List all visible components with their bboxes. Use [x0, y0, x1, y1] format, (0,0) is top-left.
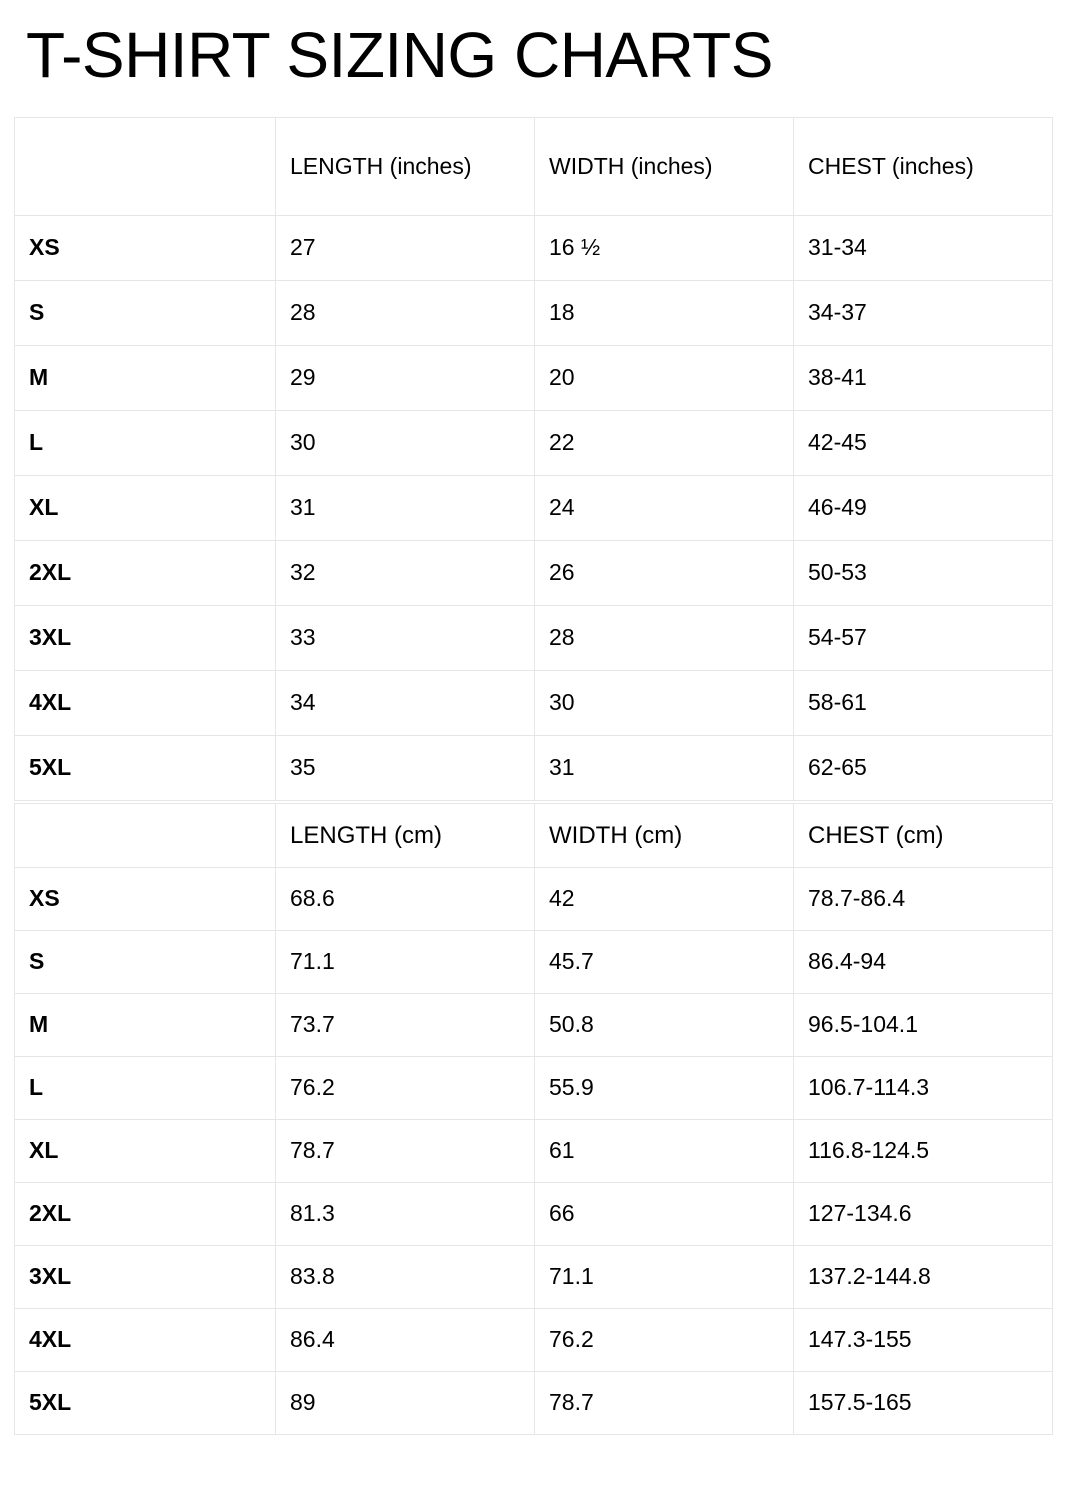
cell-chest: 46-49 [794, 476, 1053, 541]
cell-chest: 106.7-114.3 [794, 1057, 1053, 1120]
cell-width: 30 [535, 671, 794, 736]
cell-width: 76.2 [535, 1309, 794, 1372]
column-header-size [15, 118, 276, 216]
cell-size: S [15, 931, 276, 994]
cell-size: 4XL [15, 671, 276, 736]
cell-size: M [15, 346, 276, 411]
table-row [15, 411, 1053, 476]
cell-length: 33 [276, 606, 535, 671]
cell-chest: 31-34 [794, 216, 1053, 281]
table-row [15, 346, 1053, 411]
column-header-chest: CHEST (inches) [794, 118, 1053, 216]
cell-length: 83.8 [276, 1246, 535, 1309]
table-row [15, 216, 1053, 281]
cell-chest: 50-53 [794, 541, 1053, 606]
column-header-chest: CHEST (cm) [794, 804, 1053, 868]
table-header-row [15, 804, 1053, 868]
cell-size: XL [15, 476, 276, 541]
cell-length: 71.1 [276, 931, 535, 994]
table-row [15, 476, 1053, 541]
cell-width: 50.8 [535, 994, 794, 1057]
cell-width: 16 ½ [535, 216, 794, 281]
cell-size: 4XL [15, 1309, 276, 1372]
cell-width: 78.7 [535, 1372, 794, 1435]
cell-chest: 116.8-124.5 [794, 1120, 1053, 1183]
table-row [15, 1246, 1053, 1309]
cell-width: 31 [535, 736, 794, 801]
cell-chest: 127-134.6 [794, 1183, 1053, 1246]
cell-chest: 62-65 [794, 736, 1053, 801]
table-row [15, 1183, 1053, 1246]
cell-chest: 42-45 [794, 411, 1053, 476]
table-row [15, 994, 1053, 1057]
cell-size: 5XL [15, 736, 276, 801]
cell-size: L [15, 1057, 276, 1120]
cell-size: XS [15, 216, 276, 281]
cell-width: 20 [535, 346, 794, 411]
cell-length: 32 [276, 541, 535, 606]
cell-length: 30 [276, 411, 535, 476]
page-title: T-SHIRT SIZING CHARTS [26, 19, 773, 91]
cell-size: 3XL [15, 606, 276, 671]
cell-chest: 147.3-155 [794, 1309, 1053, 1372]
cell-size: S [15, 281, 276, 346]
cell-length: 34 [276, 671, 535, 736]
table-row [15, 671, 1053, 736]
cell-size: M [15, 994, 276, 1057]
cell-width: 18 [535, 281, 794, 346]
cell-size: 5XL [15, 1372, 276, 1435]
cell-width: 55.9 [535, 1057, 794, 1120]
cell-size: 2XL [15, 1183, 276, 1246]
column-header-length: LENGTH (cm) [276, 804, 535, 868]
table-row [15, 1120, 1053, 1183]
cell-length: 35 [276, 736, 535, 801]
cell-width: 71.1 [535, 1246, 794, 1309]
cell-length: 73.7 [276, 994, 535, 1057]
table-row [15, 1309, 1053, 1372]
cell-width: 24 [535, 476, 794, 541]
cell-length: 29 [276, 346, 535, 411]
table-row [15, 1372, 1053, 1435]
table-header-row [15, 118, 1053, 216]
table-row [15, 281, 1053, 346]
cell-width: 66 [535, 1183, 794, 1246]
cell-size: 2XL [15, 541, 276, 606]
cell-width: 61 [535, 1120, 794, 1183]
cell-size: XS [15, 868, 276, 931]
table-row [15, 1057, 1053, 1120]
cell-size: L [15, 411, 276, 476]
cell-length: 27 [276, 216, 535, 281]
cell-length: 89 [276, 1372, 535, 1435]
column-header-width: WIDTH (cm) [535, 804, 794, 868]
cell-width: 42 [535, 868, 794, 931]
table-row [15, 606, 1053, 671]
cell-chest: 54-57 [794, 606, 1053, 671]
table-row [15, 931, 1053, 994]
cell-length: 86.4 [276, 1309, 535, 1372]
cell-width: 45.7 [535, 931, 794, 994]
cell-chest: 38-41 [794, 346, 1053, 411]
cell-chest: 137.2-144.8 [794, 1246, 1053, 1309]
table-row [15, 541, 1053, 606]
cell-length: 28 [276, 281, 535, 346]
sizing-table-centimeters [14, 803, 1053, 1435]
cell-length: 31 [276, 476, 535, 541]
cell-chest: 86.4-94 [794, 931, 1053, 994]
cell-width: 26 [535, 541, 794, 606]
cell-width: 28 [535, 606, 794, 671]
cell-length: 68.6 [276, 868, 535, 931]
cell-length: 81.3 [276, 1183, 535, 1246]
sizing-table-inches [14, 117, 1053, 801]
column-header-size [15, 804, 276, 868]
table-row [15, 868, 1053, 931]
column-header-width: WIDTH (inches) [535, 118, 794, 216]
cell-chest: 78.7-86.4 [794, 868, 1053, 931]
cell-chest: 96.5-104.1 [794, 994, 1053, 1057]
cell-chest: 157.5-165 [794, 1372, 1053, 1435]
table-row [15, 736, 1053, 801]
cell-size: 3XL [15, 1246, 276, 1309]
cell-size: XL [15, 1120, 276, 1183]
cell-chest: 34-37 [794, 281, 1053, 346]
cell-chest: 58-61 [794, 671, 1053, 736]
cell-length: 76.2 [276, 1057, 535, 1120]
cell-width: 22 [535, 411, 794, 476]
column-header-length: LENGTH (inches) [276, 118, 535, 216]
cell-length: 78.7 [276, 1120, 535, 1183]
